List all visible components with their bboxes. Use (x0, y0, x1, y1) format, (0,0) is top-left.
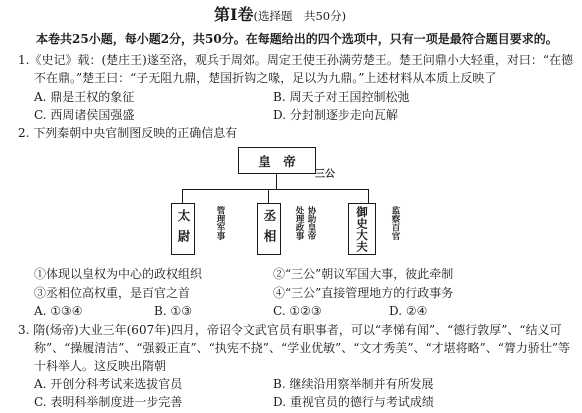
diagram-connector-left (182, 189, 183, 203)
q3-option-d: D. 重视官员的德行与考试成绩 (273, 395, 434, 409)
q2-item-4: ④“三公”直接管理地方的行政事务 (273, 286, 454, 300)
diagram-duty-military: 管理军事 (215, 206, 225, 240)
q2-stem: 2. 下列秦朝中央官制图反映的正确信息有 (18, 126, 238, 140)
q2-item-1: ①体现以皇权为中心的政权组织 (34, 267, 203, 281)
diagram-taiwei-label: 太尉 (176, 208, 191, 250)
q3-stem-line1: 3. 隋(炀帝)大业三年(607年)四月，帝诏令文武官员有职事者，可以“孝悌有闻”、“德行敦厚”、“结义可 (18, 323, 562, 337)
q3-option-b: B. 继续沿用察举制并有所发展 (273, 377, 434, 391)
q3-option-c: C. 表明科举制度进一步完善 (34, 395, 183, 409)
diagram-duty-government: 处理政事 (294, 206, 304, 240)
diagram-emperor-box (238, 147, 316, 174)
q1-stem-line2: 不在鼎。”楚王曰：“子无阻九鼎，楚国折钩之喙，足以为九鼎。”上述材料从本质上反映了 (34, 71, 497, 85)
q2-option-d: D. ②④ (389, 304, 428, 318)
diagram-connector-vertical (276, 174, 277, 189)
section-instruction: 本卷共25小题，每小题2分，共50分。在每题给出的四个选项中，只有一项是最符合题目要求的。 (36, 32, 558, 46)
diagram-chengxiang-label: 丞相 (262, 208, 277, 250)
section-title-main: 第Ⅰ卷 (214, 5, 254, 24)
q1-stem-line1: 1.《史记》载：(楚庄王)遂至洛，观兵于周郊。周定王使王孙满劳楚王。楚王问鼎小大轻重，对曰：“在德 (18, 53, 573, 67)
q3-stem-line2: 称”、“操履清洁”、“强毅正直”、“执宪不挠”、“学业优敏”、“文才秀美”、“才堪将略”、“膂力骄壮”等 (34, 341, 571, 355)
section-title-sub: (选择题 共50分) (253, 9, 347, 23)
diagram-taiwei-box (171, 203, 195, 255)
diagram-duty-supervise: 监察百官 (390, 206, 400, 240)
q2-option-c: C. ①②③ (273, 304, 322, 318)
q2-item-3: ③丞相位高权重，是百官之首 (34, 286, 191, 300)
diagram-connector-right (368, 189, 369, 203)
diagram-emperor-label: 皇 帝 (258, 153, 296, 169)
q1-option-b: B. 周天子对王国控制松弛 (273, 90, 410, 104)
diagram-duty-assist: 协助皇帝 (306, 206, 316, 240)
q1-option-a: A. 鼎是王权的象征 (34, 90, 135, 104)
diagram-yushidafu-label: 御史大夫 (355, 206, 369, 252)
q3-stem-line3: 十科举人。这反映出隋朝 (34, 359, 167, 373)
q3-option-a: A. 开创分科考试来选拔官员 (34, 377, 183, 391)
q1-option-c: C. 西周诸侯国强盛 (34, 108, 135, 122)
diagram-yushidafu-box (348, 203, 376, 255)
diagram-connector-horizontal (182, 189, 369, 190)
diagram-connector-middle (268, 189, 269, 203)
q2-item-2: ②“三公”朝议军国大事，彼此牵制 (273, 267, 454, 281)
q2-option-b: B. ①③ (154, 304, 192, 318)
section-title (214, 5, 346, 26)
q1-option-d: D. 分封制逐步走向瓦解 (273, 108, 398, 122)
diagram-three-dukes-label: 三公 (315, 169, 335, 180)
diagram-chengxiang-box (257, 203, 281, 255)
q2-option-a: A. ①③④ (34, 304, 83, 318)
